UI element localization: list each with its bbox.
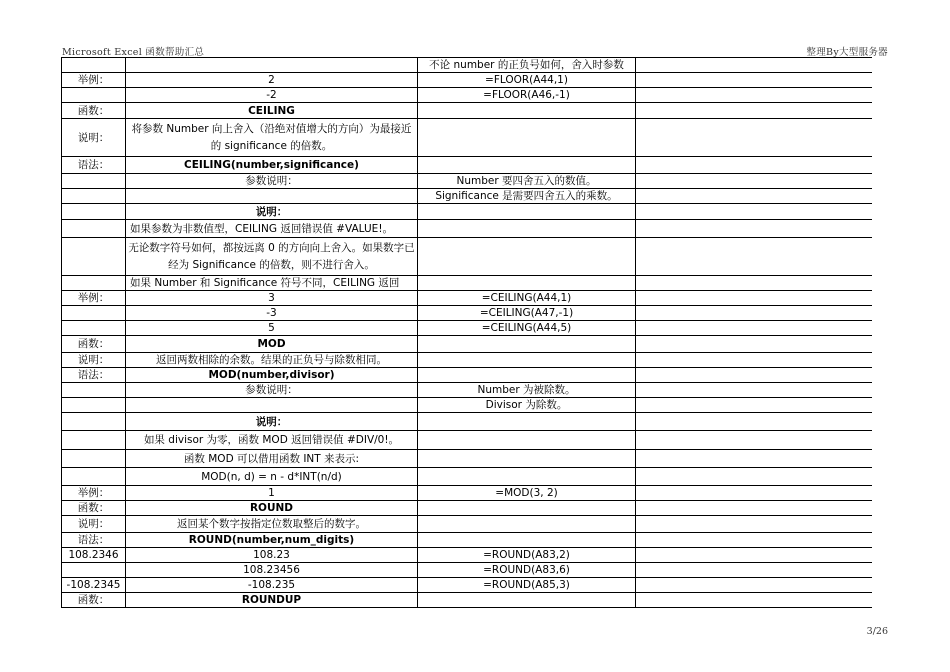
detail-cell bbox=[418, 238, 636, 276]
content-cell: 2 bbox=[126, 73, 418, 88]
label-cell: 语法： bbox=[62, 533, 126, 548]
detail-cell bbox=[418, 501, 636, 516]
label-cell: 举例： bbox=[62, 486, 126, 501]
content-cell: MOD(number,divisor) bbox=[126, 368, 418, 383]
label-cell bbox=[62, 174, 126, 189]
label-cell: 108.2346 bbox=[62, 548, 126, 563]
extra-cell bbox=[636, 516, 872, 533]
content-cell: CEILING(number,significance) bbox=[126, 157, 418, 174]
table-row bbox=[62, 291, 872, 306]
content-cell: 无论数字符号如何，都按远离 0 的方向向上舍入。如果数字已经为 Significance 的倍数，则不进行舍入。 bbox=[126, 238, 418, 276]
label-cell bbox=[62, 563, 126, 578]
table-row bbox=[62, 306, 872, 321]
content-cell: 如果 divisor 为零，函数 MOD 返回错误值 #DIV/0!。 bbox=[126, 431, 418, 450]
label-cell: 函数： bbox=[62, 103, 126, 119]
detail-cell: Significance 是需要四舍五入的乘数。 bbox=[418, 189, 636, 204]
extra-cell bbox=[636, 306, 872, 321]
table-row bbox=[62, 413, 872, 431]
table-row bbox=[62, 501, 872, 516]
detail-cell bbox=[418, 450, 636, 468]
table-row bbox=[62, 593, 872, 608]
content-cell: -2 bbox=[126, 88, 418, 103]
table-row bbox=[62, 548, 872, 563]
detail-cell: =ROUND(A83,2) bbox=[418, 548, 636, 563]
extra-cell bbox=[636, 353, 872, 368]
detail-cell bbox=[418, 533, 636, 548]
extra-cell bbox=[636, 238, 872, 276]
table-row bbox=[62, 578, 872, 593]
detail-cell: =MOD(3, 2) bbox=[418, 486, 636, 501]
table-row bbox=[62, 204, 872, 220]
extra-cell bbox=[636, 431, 872, 450]
table-row bbox=[62, 383, 872, 398]
extra-cell bbox=[636, 189, 872, 204]
header-left-title: Microsoft Excel 函数帮助汇总 bbox=[62, 47, 205, 58]
detail-cell bbox=[418, 516, 636, 533]
table-row bbox=[62, 238, 872, 276]
extra-cell bbox=[636, 276, 872, 291]
page-number: 3/26 bbox=[866, 626, 888, 637]
table-row bbox=[62, 563, 872, 578]
extra-cell bbox=[636, 593, 872, 608]
table-row bbox=[62, 398, 872, 413]
content-cell: 说明： bbox=[126, 204, 418, 220]
label-cell: 函数： bbox=[62, 501, 126, 516]
extra-cell bbox=[636, 103, 872, 119]
table-row bbox=[62, 157, 872, 174]
extra-cell bbox=[636, 368, 872, 383]
table-row bbox=[62, 516, 872, 533]
detail-cell bbox=[418, 220, 636, 238]
table-row bbox=[62, 174, 872, 189]
label-cell bbox=[62, 58, 126, 73]
extra-cell bbox=[636, 486, 872, 501]
extra-cell bbox=[636, 383, 872, 398]
table-body bbox=[62, 58, 872, 608]
detail-cell bbox=[418, 157, 636, 174]
extra-cell bbox=[636, 398, 872, 413]
table-row bbox=[62, 321, 872, 336]
label-cell: 函数： bbox=[62, 336, 126, 353]
label-cell bbox=[62, 413, 126, 431]
content-cell: 返回两数相除的余数。结果的正负号与除数相同。 bbox=[126, 353, 418, 368]
detail-cell: Number 要四舍五入的数值。 bbox=[418, 174, 636, 189]
table-row bbox=[62, 450, 872, 468]
content-cell: ROUND bbox=[126, 501, 418, 516]
content-cell bbox=[126, 58, 418, 73]
label-cell: 语法： bbox=[62, 368, 126, 383]
label-cell bbox=[62, 321, 126, 336]
content-cell: -3 bbox=[126, 306, 418, 321]
detail-cell bbox=[418, 431, 636, 450]
detail-cell bbox=[418, 413, 636, 431]
detail-cell: =CEILING(A47,-1) bbox=[418, 306, 636, 321]
table-row bbox=[62, 368, 872, 383]
label-cell bbox=[62, 204, 126, 220]
detail-cell bbox=[418, 103, 636, 119]
content-cell: ROUNDUP bbox=[126, 593, 418, 608]
table-row bbox=[62, 353, 872, 368]
detail-cell bbox=[418, 368, 636, 383]
extra-cell bbox=[636, 220, 872, 238]
detail-cell bbox=[418, 353, 636, 368]
extra-cell bbox=[636, 533, 872, 548]
detail-cell: Divisor 为除数。 bbox=[418, 398, 636, 413]
extra-cell bbox=[636, 321, 872, 336]
label-cell bbox=[62, 468, 126, 486]
label-cell bbox=[62, 306, 126, 321]
table-row bbox=[62, 119, 872, 157]
detail-cell: =ROUND(A85,3) bbox=[418, 578, 636, 593]
content-cell: 返回某个数字按指定位数取整后的数字。 bbox=[126, 516, 418, 533]
extra-cell bbox=[636, 174, 872, 189]
table-row bbox=[62, 468, 872, 486]
label-cell: -108.2345 bbox=[62, 578, 126, 593]
detail-cell: =CEILING(A44,5) bbox=[418, 321, 636, 336]
content-cell bbox=[126, 189, 418, 204]
detail-cell: =ROUND(A83,6) bbox=[418, 563, 636, 578]
table-row bbox=[62, 336, 872, 353]
detail-cell bbox=[418, 468, 636, 486]
extra-cell bbox=[636, 204, 872, 220]
content-cell: 108.23456 bbox=[126, 563, 418, 578]
label-cell: 举例： bbox=[62, 291, 126, 306]
detail-cell bbox=[418, 119, 636, 157]
label-cell bbox=[62, 383, 126, 398]
table-row bbox=[62, 73, 872, 88]
label-cell: 说明： bbox=[62, 119, 126, 157]
content-cell bbox=[126, 398, 418, 413]
label-cell bbox=[62, 431, 126, 450]
table-row bbox=[62, 486, 872, 501]
content-cell: 如果 Number 和 Significance 符号不同，CEILING 返回 bbox=[126, 276, 418, 291]
extra-cell bbox=[636, 578, 872, 593]
content-cell: 说明： bbox=[126, 413, 418, 431]
detail-cell: =CEILING(A44,1) bbox=[418, 291, 636, 306]
content-cell: 参数说明： bbox=[126, 383, 418, 398]
content-cell: ROUND(number,num_digits) bbox=[126, 533, 418, 548]
extra-cell bbox=[636, 501, 872, 516]
extra-cell bbox=[636, 450, 872, 468]
detail-cell: Number 为被除数。 bbox=[418, 383, 636, 398]
label-cell: 语法： bbox=[62, 157, 126, 174]
extra-cell bbox=[636, 157, 872, 174]
content-cell: 3 bbox=[126, 291, 418, 306]
extra-cell bbox=[636, 58, 872, 73]
content-cell: 函数 MOD 可以借用函数 INT 来表示: bbox=[126, 450, 418, 468]
detail-cell: =FLOOR(A46,-1) bbox=[418, 88, 636, 103]
table-row bbox=[62, 220, 872, 238]
extra-cell bbox=[636, 563, 872, 578]
detail-cell bbox=[418, 593, 636, 608]
extra-cell bbox=[636, 73, 872, 88]
label-cell bbox=[62, 220, 126, 238]
label-cell bbox=[62, 238, 126, 276]
content-cell: 参数说明： bbox=[126, 174, 418, 189]
content-cell: 1 bbox=[126, 486, 418, 501]
content-cell: MOD bbox=[126, 336, 418, 353]
extra-cell bbox=[636, 336, 872, 353]
extra-cell bbox=[636, 88, 872, 103]
content-cell: 5 bbox=[126, 321, 418, 336]
table-row bbox=[62, 88, 872, 103]
label-cell bbox=[62, 88, 126, 103]
extra-cell bbox=[636, 413, 872, 431]
label-cell: 举例： bbox=[62, 73, 126, 88]
label-cell: 说明： bbox=[62, 516, 126, 533]
label-cell bbox=[62, 450, 126, 468]
extra-cell bbox=[636, 119, 872, 157]
function-help-table bbox=[61, 57, 872, 608]
label-cell bbox=[62, 398, 126, 413]
extra-cell bbox=[636, 468, 872, 486]
table-row bbox=[62, 58, 872, 73]
label-cell bbox=[62, 189, 126, 204]
detail-cell bbox=[418, 204, 636, 220]
detail-cell: =FLOOR(A44,1) bbox=[418, 73, 636, 88]
content-cell: -108.235 bbox=[126, 578, 418, 593]
detail-cell bbox=[418, 276, 636, 291]
label-cell: 说明： bbox=[62, 353, 126, 368]
content-cell: 108.23 bbox=[126, 548, 418, 563]
header-right-credit: 整理By大型服务器 bbox=[806, 47, 888, 58]
extra-cell bbox=[636, 291, 872, 306]
detail-cell: 不论 number 的正负号如何，舍入时参数 bbox=[418, 58, 636, 73]
table-row bbox=[62, 276, 872, 291]
label-cell: 函数： bbox=[62, 593, 126, 608]
content-cell: 如果参数为非数值型，CEILING 返回错误值 #VALUE!。 bbox=[126, 220, 418, 238]
table-row bbox=[62, 189, 872, 204]
content-cell: MOD(n, d) = n - d*INT(n/d) bbox=[126, 468, 418, 486]
table-row bbox=[62, 533, 872, 548]
label-cell bbox=[62, 276, 126, 291]
extra-cell bbox=[636, 548, 872, 563]
table-row bbox=[62, 431, 872, 450]
content-cell: CEILING bbox=[126, 103, 418, 119]
table-row bbox=[62, 103, 872, 119]
detail-cell bbox=[418, 336, 636, 353]
content-cell: 将参数 Number 向上舍入（沿绝对值增大的方向）为最接近的 significance 的倍数。 bbox=[126, 119, 418, 157]
